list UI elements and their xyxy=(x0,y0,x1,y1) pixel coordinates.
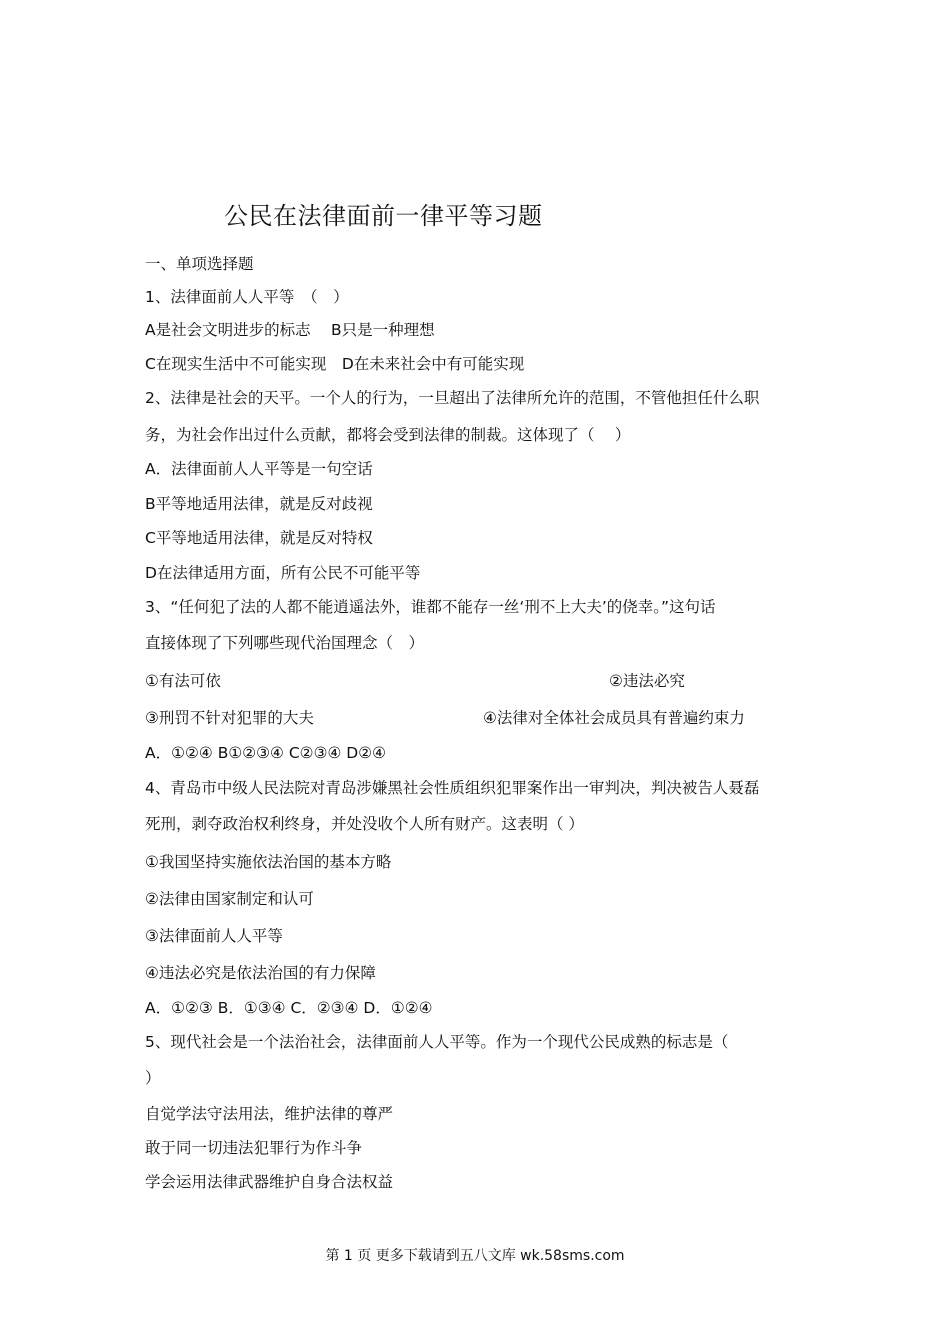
question-2-option-b: B平等地适用法律，就是反对歧视 xyxy=(145,495,373,513)
question-2-stem-line-1: 2、法律是社会的天平。一个人的行为，一旦超出了法律所允许的范围，不管他担任什么职 xyxy=(145,389,760,407)
question-3-stem-line-1: 3、“任何犯了法的人都不能逍遥法外，谁都不能存一丝‘刑不上大夫’的侥幸。”这句话 xyxy=(145,598,716,616)
question-3-answer-options: A．①②④ B①②③④ C②③④ D②④ xyxy=(145,744,387,762)
question-5-stem-line-2: ） xyxy=(145,1069,161,1087)
question-4-item-3: ③法律面前人人平等 xyxy=(145,927,283,945)
question-3-item-1: ①有法可依 xyxy=(145,672,221,690)
question-2-option-c: C平等地适用法律，就是反对特权 xyxy=(145,529,373,547)
question-4-item-4: ④违法必究是依法治国的有力保障 xyxy=(145,964,376,982)
question-1-option-cd: C在现实生活中不可能实现 D在未来社会中有可能实现 xyxy=(145,355,525,373)
question-2-stem-line-2: 务，为社会作出过什么贡献，都将会受到法律的制裁。这体现了（ ） xyxy=(145,426,631,444)
question-5-item-2: 敢于同一切违法犯罪行为作斗争 xyxy=(145,1139,363,1157)
question-2-option-d: D在法律适用方面，所有公民不可能平等 xyxy=(145,564,421,582)
question-1-stem: 1、法律面前人人平等 （ ） xyxy=(145,288,349,306)
question-3-stem-line-2: 直接体现了下列哪些现代治国理念（ ） xyxy=(145,634,425,652)
page-title: 公民在法律面前一律平等习题 xyxy=(224,202,543,230)
question-1-option-ab: A是社会文明进步的标志 B只是一种理想 xyxy=(145,321,435,339)
question-5-item-3: 学会运用法律武器维护自身合法权益 xyxy=(145,1173,394,1191)
question-5-stem-line-1: 5、现代社会是一个法治社会，法律面前人人平等。作为一个现代公民成熟的标志是（ xyxy=(145,1033,729,1051)
question-5-item-1: 自觉学法守法用法，维护法律的尊严 xyxy=(145,1105,394,1123)
question-4-item-2: ②法律由国家制定和认可 xyxy=(145,890,314,908)
question-4-stem-line-1: 4、青岛市中级人民法院对青岛涉嫌黑社会性质组织犯罪案作出一审判决，判决被告人聂磊 xyxy=(145,779,760,797)
page-footer: 第 1 页 更多下载请到五八文库 wk.58sms.com xyxy=(325,1248,625,1264)
question-4-item-1: ①我国坚持实施依法治国的基本方略 xyxy=(145,853,392,871)
question-3-item-2: ②违法必究 xyxy=(609,672,685,690)
question-2-option-a: A．法律面前人人平等是一句空话 xyxy=(145,460,373,478)
section-heading: 一、单项选择题 xyxy=(145,255,254,273)
question-3-item-4: ④法律对全体社会成员具有普遍约束力 xyxy=(483,709,745,727)
question-4-answer-options: A．①②③ B．①③④ C．②③④ D．①②④ xyxy=(145,999,433,1017)
question-3-item-3: ③刑罚不针对犯罪的大夫 xyxy=(145,709,314,727)
question-4-stem-line-2: 死刑，剥夺政治权利终身，并处没收个人所有财产。这表明（ ） xyxy=(145,815,584,833)
